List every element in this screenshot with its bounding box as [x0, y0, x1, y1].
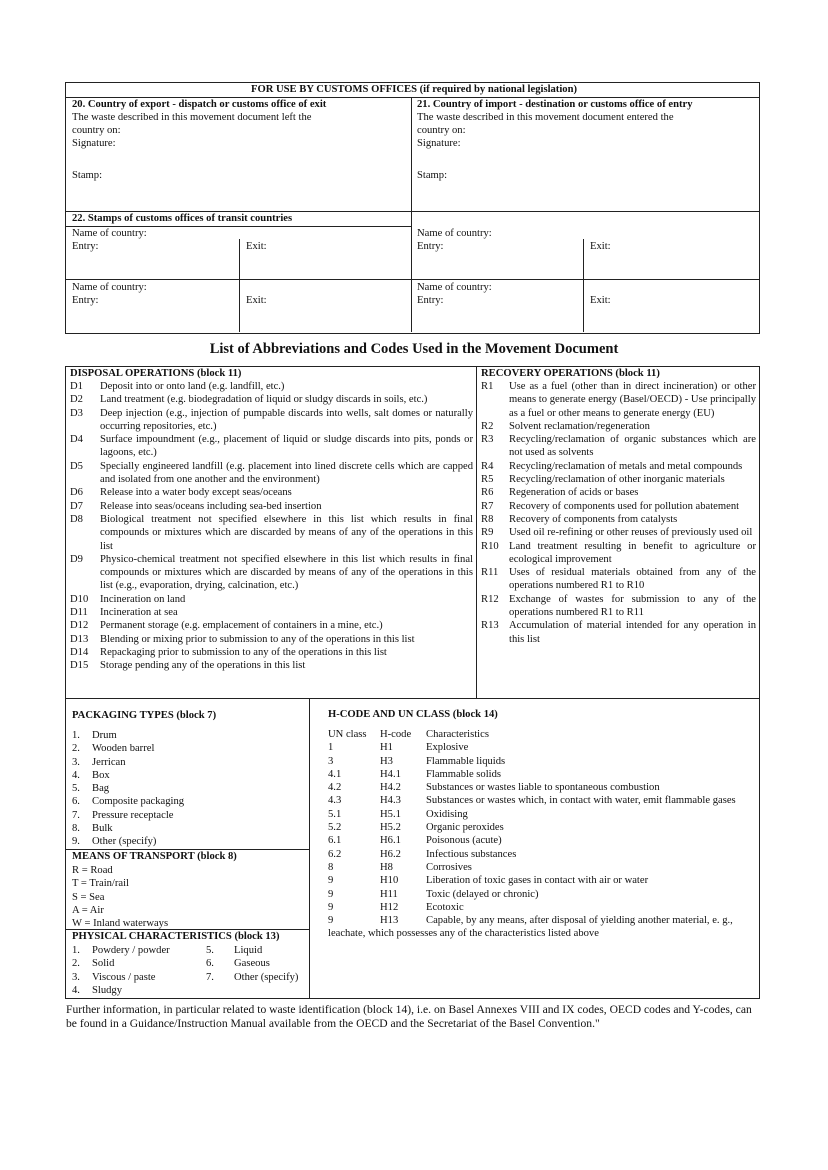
transit3-exit-label: Exit: [246, 295, 267, 306]
list-item: R2 Solvent reclamation/regeneration [481, 420, 650, 432]
list-item: 2. Solid [72, 958, 115, 970]
block20-stamp-label: Stamp: [72, 170, 103, 181]
list-item: R9 Used oil re-refining or other reuses of previously used oil [481, 527, 753, 539]
table-row: 4.3 H4.3 Substances or wastes which, in contact with water, emit flammable gases [328, 795, 736, 807]
transport-list [72, 864, 168, 930]
list-item: R7 Recovery of components used for pollution abatement [481, 500, 740, 512]
list-item: 9. Other (specify) [72, 836, 157, 848]
block20-line1: The waste described in this movement document left the [72, 112, 312, 123]
list-item: A = Air [72, 904, 104, 916]
transit-divider-left [239, 239, 240, 332]
list-item: D8 Biological treatment not specified elsewhere in this list which results in final compounds or mixtures which are discarded by means of any of the operations in this list [70, 513, 473, 552]
list-item: 1. Drum [72, 730, 117, 741]
disposal-title: DISPOSAL OPERATIONS (block 11) [70, 368, 242, 379]
table-row: 9 H10 Liberation of toxic gases in contact with air or water [328, 875, 649, 887]
transit3-entry-label: Entry: [72, 295, 99, 306]
disposal-list [70, 380, 473, 673]
list-item: 7. Pressure receptacle [72, 809, 174, 821]
table-row: 5.2 H5.2 Organic peroxides [328, 822, 504, 834]
list-item: D12 Permanent storage (e.g. emplacement of containers in a mine, etc.) [70, 620, 383, 632]
list-item: D14 Repackaging prior to submission to any of the operations in this list [70, 646, 387, 658]
recovery-list [481, 380, 756, 646]
table-row: 9 H11 Toxic (delayed or chronic) [328, 888, 539, 900]
physical-list-left [72, 944, 170, 997]
list-item: 5. Liquid [206, 945, 263, 956]
block21-stamp-label: Stamp: [417, 170, 448, 181]
list-item: D4 Surface impoundment (e.g., placement of liquid or sludge discards into pits, ponds or lagoons, etc.) [70, 434, 473, 459]
codes-divider [309, 698, 310, 999]
packaging-list [72, 729, 184, 849]
block22-title: 22. Stamps of customs offices of transit countries [72, 213, 293, 224]
transit1-name-label: Name of country: [72, 228, 147, 239]
operations-divider [476, 366, 477, 699]
list-item: W = Inland waterways [72, 918, 169, 930]
transit1-exit-label: Exit: [246, 241, 267, 252]
list-item: 2. Wooden barrel [72, 743, 155, 755]
table-row: 5.1 H5.1 Oxidising [328, 808, 468, 820]
table-row: 6.2 H6.2 Infectious substances [328, 848, 517, 860]
transit4-entry-label: Entry: [417, 295, 444, 306]
list-item: 3. Jerrican [72, 756, 126, 768]
block21-line2: country on: [417, 125, 466, 136]
table-row: 1 H1 Explosive [328, 742, 469, 754]
customs-center-divider [411, 97, 412, 332]
block21-line1: The waste described in this movement document entered the [417, 112, 674, 123]
block20-line2: country on: [72, 125, 121, 136]
list-item: R3 Recycling/reclamation of organic substances which are not used as solvents [481, 434, 756, 459]
list-item: 6. Gaseous [206, 958, 270, 970]
list-item: D2 Land treatment (e.g. biodegradation of liquid or sludgy discards in soils, etc.) [70, 394, 428, 406]
transit2-entry-label: Entry: [417, 241, 444, 252]
table-row: 8 H8 Corrosives [328, 861, 472, 873]
list-item: D7 Release into seas/oceans including sea-bed insertion [70, 500, 322, 512]
table-row: 4.2 H4.2 Substances or wastes liable to spontaneous combustion [328, 782, 660, 794]
table-row: 9 H12 Ecotoxic [328, 901, 464, 913]
list-item: D9 Physico-chemical treatment not specified elsewhere in this list which results in final compounds or mixtures which are discarded by means of any of the operations in this list (e.g., evaporation, drying, calcination, etc.) [70, 553, 473, 592]
list-item: 8. Bulk [72, 823, 113, 835]
list-item: 4. Sludgy [72, 984, 123, 996]
list-item: R8 Recovery of components from catalysts [481, 513, 678, 525]
list-item: R = Road [72, 865, 113, 876]
list-item: 3. Viscous / paste [72, 971, 156, 983]
block20-signature-label: Signature: [72, 138, 116, 149]
list-item: D10 Incineration on land [70, 593, 186, 605]
list-item: 7. Other (specify) [206, 971, 299, 983]
table-row: 9 H13 Capable, by any means, after disposal of yielding another material, e. g., leachate, which possesses any of the characteristics listed above [328, 915, 733, 940]
transit4-name-label: Name of country: [417, 282, 492, 293]
physical-title: PHYSICAL CHARACTERISTICS (block 13) [72, 931, 280, 942]
list-item: 5. Bag [72, 783, 110, 795]
list-item: S = Sea [72, 891, 105, 903]
transit1-entry-label: Entry: [72, 241, 99, 252]
block21-signature-label: Signature: [417, 138, 461, 149]
transport-title: MEANS OF TRANSPORT (block 8) [72, 851, 237, 862]
physical-list-right [206, 944, 298, 984]
hcode-table [328, 728, 754, 941]
list-item: D6 Release into a water body except seas/oceans [70, 487, 292, 499]
footer-note: Further information, in particular related to waste identification (block 14), i.e. on Basel Annexes VIII and IX codes, OECD codes and Y-codes, can be found in a Guidance/Instruction Manual available from the OECD and the Secretariat of the Basel Convention." [66, 1003, 752, 1031]
list-item: 4. Box [72, 769, 110, 781]
transit2-exit-label: Exit: [590, 241, 611, 252]
list-item: R12 Exchange of wastes for submission to any of the operations numbered R1 to R11 [481, 593, 756, 619]
list-item: R11 Uses of residual materials obtained from any of the operations numbered R1 to R10 [481, 567, 756, 592]
list-item: R4 Recycling/reclamation of metals and metal compounds [481, 460, 743, 472]
list-item: R13 Accumulation of material intended for any operation in this list [481, 620, 756, 645]
table-header-row: UN class H-code Characteristics [328, 729, 489, 740]
transit2-name-label: Name of country: [417, 228, 492, 239]
list-item: D11 Incineration at sea [70, 607, 178, 619]
list-item: D3 Deep injection (e.g., injection of pumpable discards into wells, salt domes or naturally occurring repositories, etc.) [70, 407, 473, 432]
block20-title: 20. Country of export - dispatch or customs office of exit [72, 99, 327, 110]
table-row: 4.1 H4.1 Flammable solids [328, 768, 502, 780]
recovery-title: RECOVERY OPERATIONS (block 11) [481, 368, 660, 379]
list-item: R10 Land treatment resulting in benefit to agriculture or ecological improvement [481, 540, 756, 565]
list-item: T = Train/rail [72, 878, 129, 890]
customs-header: FOR USE BY CUSTOMS OFFICES (if required by national legislation) [251, 84, 577, 95]
transit-divider-right [583, 239, 584, 332]
list-item: D15 Storage pending any of the operations in this list [70, 660, 306, 672]
transit4-exit-label: Exit: [590, 295, 611, 306]
list-item: D13 Blending or mixing prior to submission to any of the operations in this list [70, 633, 415, 645]
list-item: 1. Powdery / powder [72, 945, 170, 956]
transit3-name-label: Name of country: [72, 282, 147, 293]
packaging-title: PACKAGING TYPES (block 7) [72, 710, 217, 721]
hcode-title: H-CODE AND UN CLASS (block 14) [328, 709, 498, 720]
list-item: R1 Use as a fuel (other than in direct incineration) or other means to generate energy (Basel/OECD) - Use principally as a fuel or other means to generate energy (EU) [481, 381, 756, 419]
transit-row-divider [65, 279, 760, 280]
list-item: D1 Deposit into or onto land (e.g. landfill, etc.) [70, 381, 285, 392]
list-item: D5 Specially engineered landfill (e.g. placement into lined discrete cells which are capped and isolated from one another and the environment) [70, 460, 473, 486]
table-row: 3 H3 Flammable liquids [328, 755, 506, 767]
table-row: 6.1 H6.1 Poisonous (acute) [328, 835, 502, 847]
list-title: List of Abbreviations and Codes Used in the Movement Document [209, 341, 619, 357]
list-item: R6 Regeneration of acids or bases [481, 487, 639, 499]
block21-title: 21. Country of import - destination or customs office of entry [417, 99, 693, 110]
list-item: R5 Recycling/reclamation of other inorganic materials [481, 474, 725, 486]
list-item: 6. Composite packaging [72, 796, 185, 808]
